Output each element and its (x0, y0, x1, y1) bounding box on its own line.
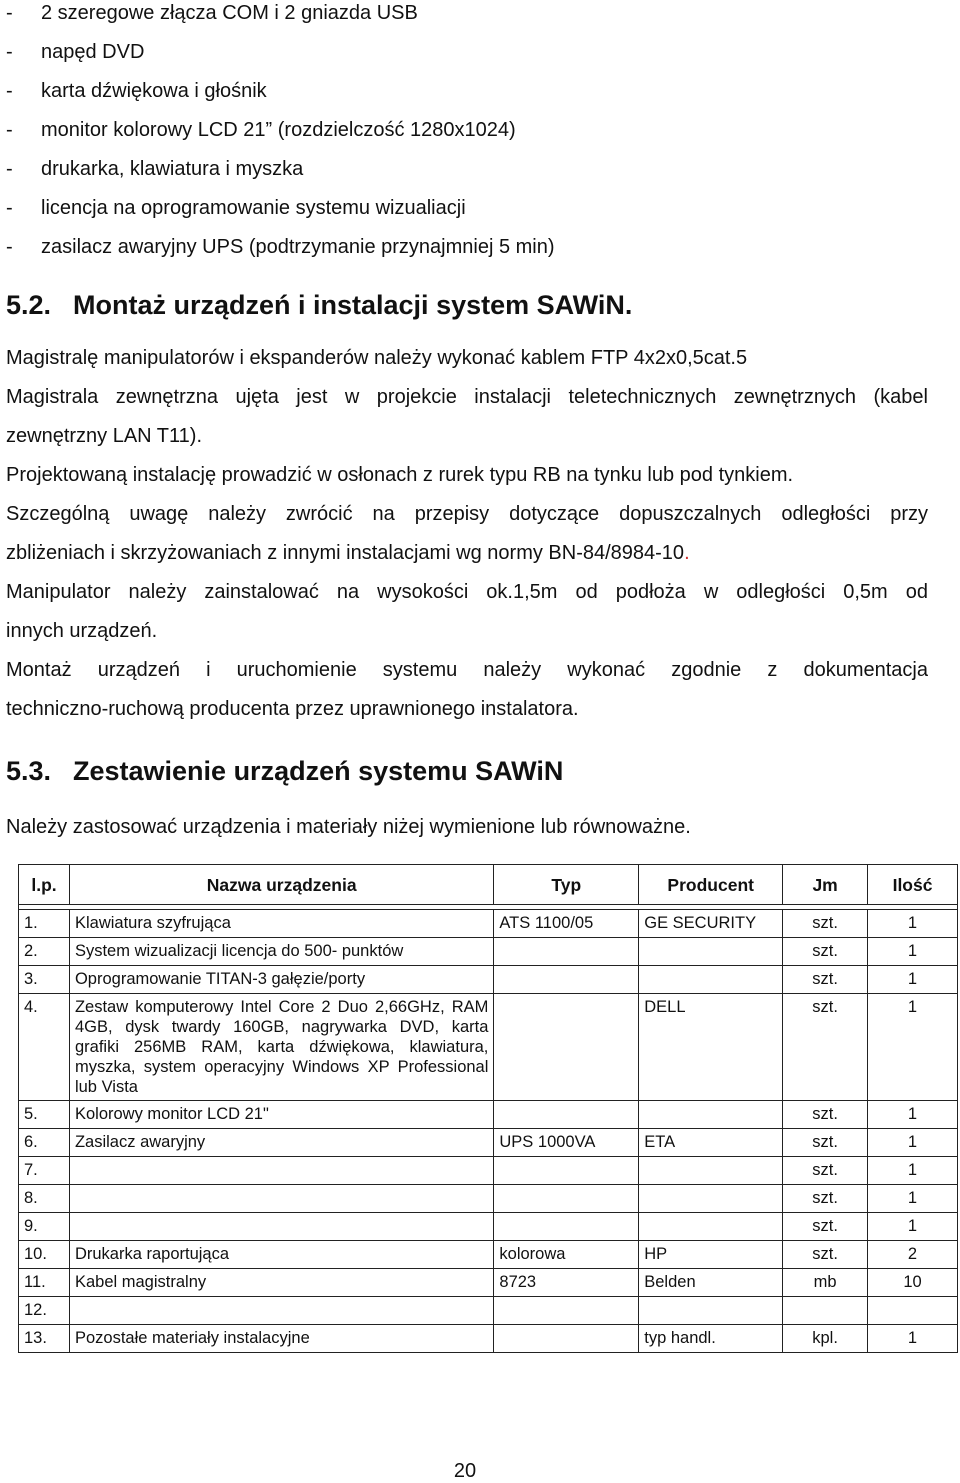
red-period: . (684, 542, 690, 564)
paragraph-line: zbliżeniach i skrzyżowaniach z innymi instalacjami wg normy BN-84/8984-10. (6, 542, 690, 564)
column-header-producer: Producent (639, 865, 783, 905)
table-intro-text: Należy zastosować urządzenia i materiały niżej wymienione lub równoważne. (6, 816, 691, 838)
equipment-table (18, 864, 958, 1353)
table-header-row (19, 865, 958, 905)
section-heading-5-2: 5.2. Montaż urządzeń i instalacji system SAWiN. (6, 290, 633, 320)
paragraph-line: innych urządzeń. (6, 620, 158, 642)
paragraph-line: Manipulator należy zainstalować na wysokości ok.1,5m od podłoża w odległości 0,5m od (6, 581, 928, 603)
paragraph-line: Montaż urządzeń i uruchomienie systemu należy wykonać zgodnie z dokumentacja (6, 659, 928, 681)
table-row: 12. (19, 1297, 958, 1325)
list-item: - 2 szeregowe złącza COM i 2 gniazda USB (6, 2, 418, 24)
list-item: - monitor kolorowy LCD 21” (rozdzielczość 1280x1024) (6, 119, 516, 141)
table-row: 13. Pozostałe materiały instalacyjne typ handl. kpl. 1 (19, 1325, 958, 1353)
list-item: - zasilacz awaryjny UPS (podtrzymanie przynajmniej 5 min) (6, 236, 555, 258)
table-row: 2. System wizualizacji licencja do 500- punktów szt. 1 (19, 938, 958, 966)
table-row: 8. szt. 1 (19, 1185, 958, 1213)
table-row: 6. Zasilacz awaryjny UPS 1000VA ETA szt. 1 (19, 1129, 958, 1157)
table-row: 9. szt. 1 (19, 1213, 958, 1241)
section-5-2-body (6, 345, 928, 735)
column-header-unit: Jm (783, 865, 868, 905)
paragraph-line: techniczno-ruchową producenta przez uprawnionego instalatora. (6, 698, 579, 720)
table-row: 7. szt. 1 (19, 1157, 958, 1185)
list-item: - karta dźwiękowa i głośnik (6, 80, 267, 102)
column-header-quantity: Ilość (868, 865, 958, 905)
column-header-name: Nazwa urządzenia (69, 865, 493, 905)
column-header-lp: l.p. (19, 865, 70, 905)
paragraph-line: Magistralę manipulatorów i ekspanderów należy wykonać kablem FTP 4x2x0,5cat.5 (6, 347, 748, 369)
table-row: 3. Oprogramowanie TITAN-3 gałęzie/porty szt. 1 (19, 966, 958, 994)
list-item: - licencja na oprogramowanie systemu wizualiacji (6, 197, 466, 219)
section-heading-5-3: 5.3. Zestawienie urządzeń systemu SAWiN (6, 756, 564, 786)
table-row: 10. Drukarka raportująca kolorowa HP szt. 2 (19, 1241, 958, 1269)
column-header-type: Typ (494, 865, 639, 905)
paragraph-line: Magistrala zewnętrzna ujęta jest w projekcie instalacji teletechnicznych zewnętrznych (kabel (6, 386, 928, 408)
page-number: 20 (453, 1460, 477, 1482)
table-row: 4. Zestaw komputerowy Intel Core 2 Duo 2,66GHz, RAM 4GB, dysk twardy 160GB, nagrywarka DVD, karta grafiki 256MB RAM, karta dźwiękowa, klawiatura, myszka, system operacyjny Windows XP Professional lub Vista DELL szt. 1 (19, 994, 958, 1101)
equipment-bullet-list (6, 0, 946, 273)
list-item: - drukarka, klawiatura i myszka (6, 158, 304, 180)
table-row: 5. Kolorowy monitor LCD 21" szt. 1 (19, 1101, 958, 1129)
list-item: - napęd DVD (6, 41, 145, 63)
paragraph-line: Szczególną uwagę należy zwrócić na przepisy dotyczące dopuszczalnych odległości przy (6, 503, 928, 525)
table-row: 11. Kabel magistralny 8723 Belden mb 10 (19, 1269, 958, 1297)
paragraph-line: Projektowaną instalację prowadzić w osłonach z rurek typu RB na tynku lub pod tynkiem. (6, 464, 794, 486)
paragraph-line: zewnętrzny LAN T11). (6, 425, 203, 447)
table-row: 1. Klawiatura szyfrująca ATS 1100/05 GE SECURITY szt. 1 (19, 910, 958, 938)
